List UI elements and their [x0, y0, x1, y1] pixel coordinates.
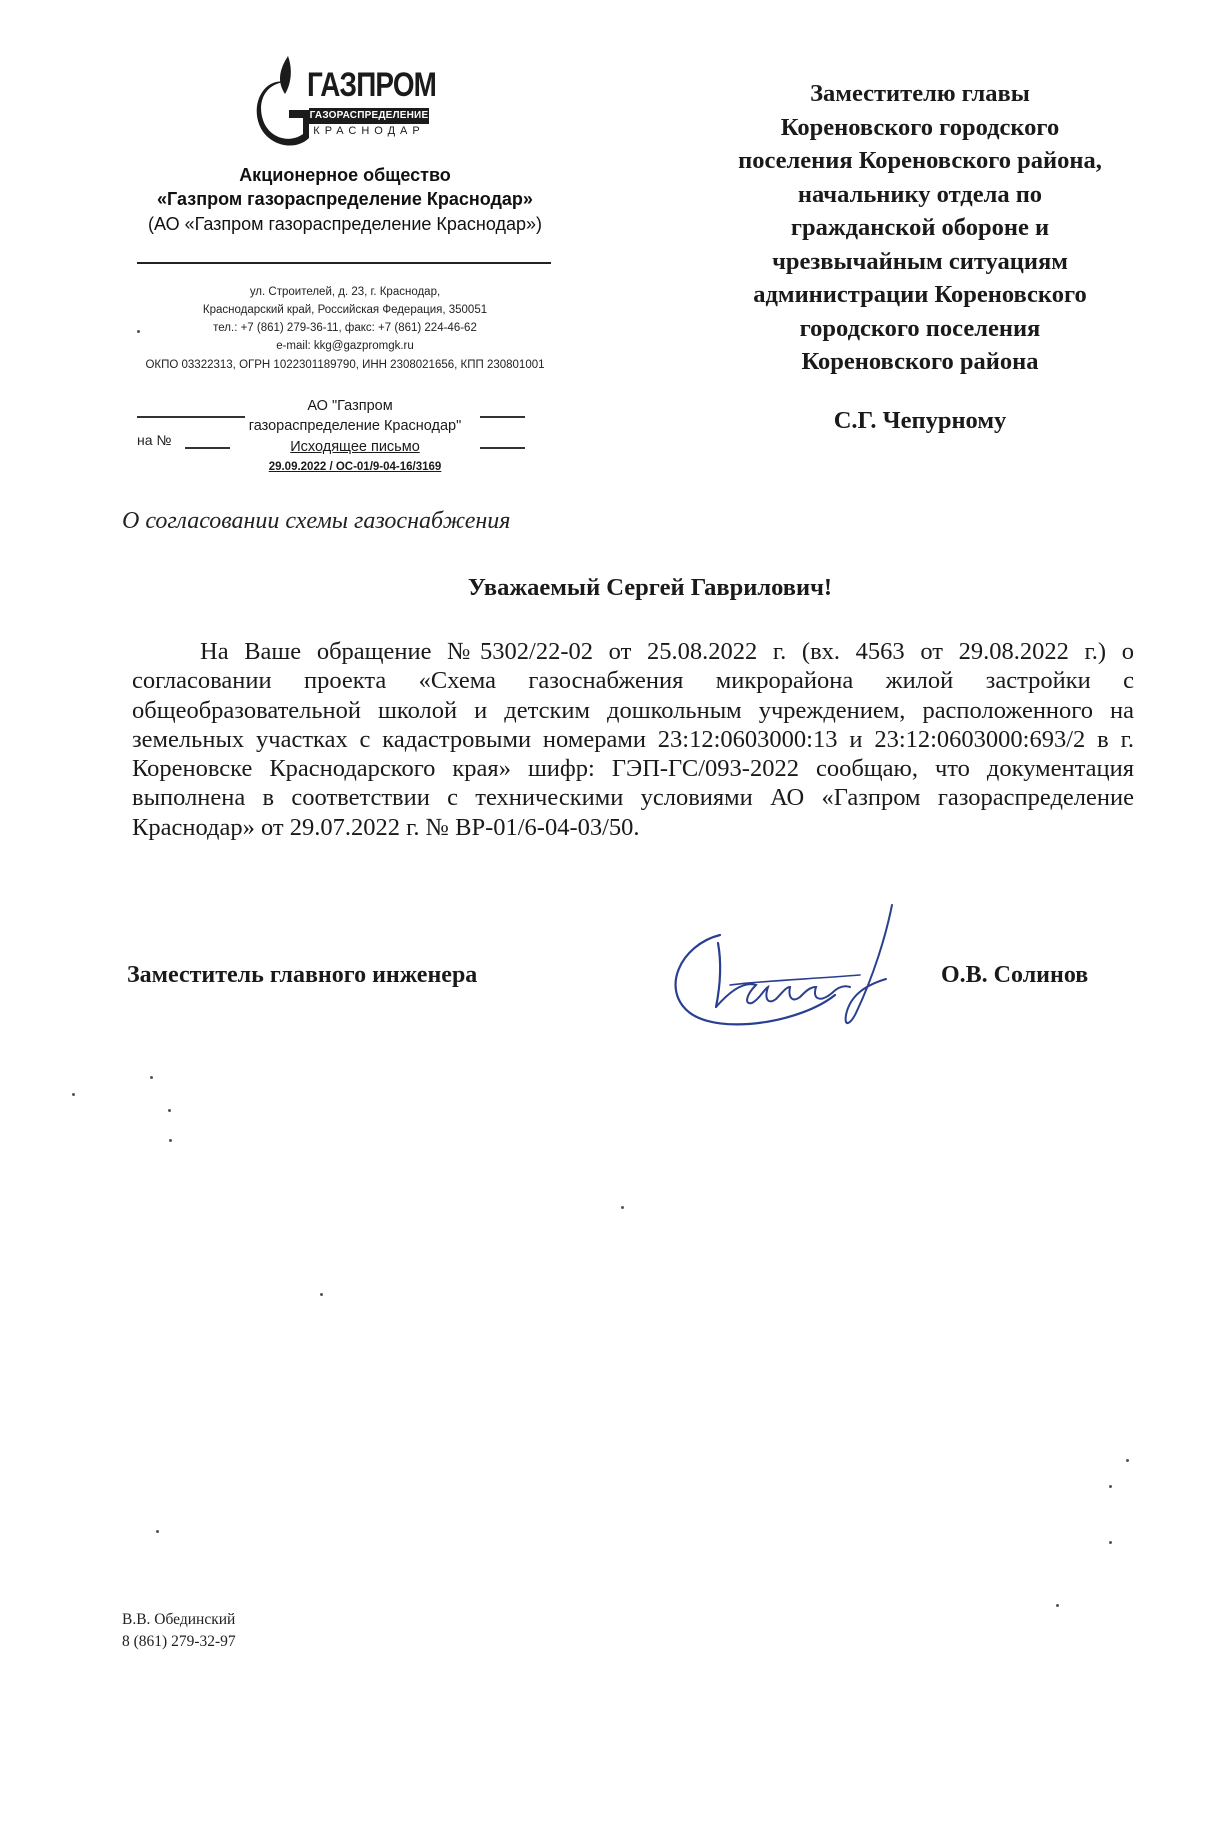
letter-body: На Ваше обращение №5302/22-02 от 25.08.2022 г. (вх. 4563 от 29.08.2022 г.) о согласовании проекта «Схема газоснабжения микрорайона жилой застройки с общеобразовательной школой и детским дошкольным учреждением, расположенного на земельных участках с кадастровыми номерами 23:12:0603000:13 и 23:12:0603000:693/2 в г. Кореновске Краснодарского края» шифр: ГЭП-ГС/093-2022 сообщаю, что документация выполнена в соответствии с техническими условиями АО «Газпром газораспределение Краснодар» от 29.07.2022 г. № ВР-01/6-04-03/50.	[132, 638, 1134, 841]
addressee-line: городского поселения	[799, 314, 1041, 342]
scan-speck	[1109, 1541, 1112, 1544]
executor-phone: 8 (861) 279-32-97	[122, 1633, 236, 1650]
address-line-3: тел.: +7 (861) 279-36-11, факс: +7 (861) 224-46-62	[213, 322, 477, 334]
scan-speck	[168, 1109, 171, 1112]
scan-speck	[1109, 1485, 1112, 1488]
addressee-name: С.Г. Чепурному	[833, 407, 1007, 434]
address-line-2: Краснодарский край, Российская Федерация, 350051	[202, 304, 488, 316]
addressee-line: Заместителю главы	[810, 80, 1030, 107]
address-line-4: e-mail: kkg@gazpromgk.ru	[276, 340, 414, 352]
addressee-line: администрации Кореновского	[753, 281, 1087, 308]
letterhead-divider	[137, 262, 551, 264]
outgoing-number: 29.09.2022 / ОС-01/9-04-16/3169	[268, 461, 442, 473]
reference-label: на №	[137, 432, 172, 448]
scan-speck	[169, 1139, 172, 1142]
flame-emblem-icon	[255, 52, 315, 150]
address-line-5: ОКПО 03322313, ОГРН 1022301189790, ИНН 2308021656, КПП 230801001	[145, 359, 545, 371]
org-line-1: Акционерное общество	[239, 165, 451, 185]
address-line-1: ул. Строителей, д. 23, г. Краснодар,	[249, 286, 441, 298]
letter-subject: О согласовании схемы газоснабжения	[122, 508, 511, 534]
scan-speck	[621, 1206, 624, 1209]
scan-speck	[1126, 1459, 1129, 1462]
org-line-2: «Газпром газораспределение Краснодар»	[157, 189, 533, 209]
addressee-line: чрезвычайным ситуациям	[772, 247, 1068, 275]
addressee-line: начальнику отдела по	[797, 180, 1043, 208]
addressee-line: поселения Кореновского района,	[738, 147, 1102, 174]
stamp-rule	[480, 447, 525, 449]
stamp-rule	[185, 447, 230, 449]
executor-name: В.В. Обединский	[122, 1611, 236, 1628]
scan-speck	[1056, 1604, 1059, 1607]
handwritten-signature	[660, 895, 930, 1045]
greeting: Уважаемый Сергей Гаврилович!	[467, 574, 833, 601]
logo-wordmark: ГАЗПРОМ	[307, 66, 437, 104]
org-line-3: (АО «Газпром газораспределение Краснодар»)	[147, 214, 543, 234]
logo-subtitle: ГАЗОРАСПРЕДЕЛЕНИЕ	[309, 108, 429, 124]
addressee-block	[690, 77, 1150, 379]
scan-speck	[156, 1530, 159, 1533]
stamp-line-3: Исходящее письмо	[290, 439, 420, 455]
stamp-line-2: газораспределение Краснодар"	[248, 418, 462, 434]
scan-speck	[150, 1076, 153, 1079]
scan-speck	[72, 1093, 75, 1096]
signatory-name: О.В. Солинов	[941, 962, 1089, 988]
scan-speck	[320, 1293, 323, 1296]
logo-city: КРАСНОДАР	[313, 125, 425, 137]
scan-speck	[137, 330, 140, 333]
addressee-line: Кореновского района	[801, 348, 1039, 375]
signatory-title: Заместитель главного инженера	[127, 962, 478, 988]
stamp-line-1: АО "Газпром	[307, 398, 393, 414]
addressee-line: Кореновского городского	[780, 113, 1060, 141]
addressee-line: гражданской обороне и	[790, 214, 1050, 241]
